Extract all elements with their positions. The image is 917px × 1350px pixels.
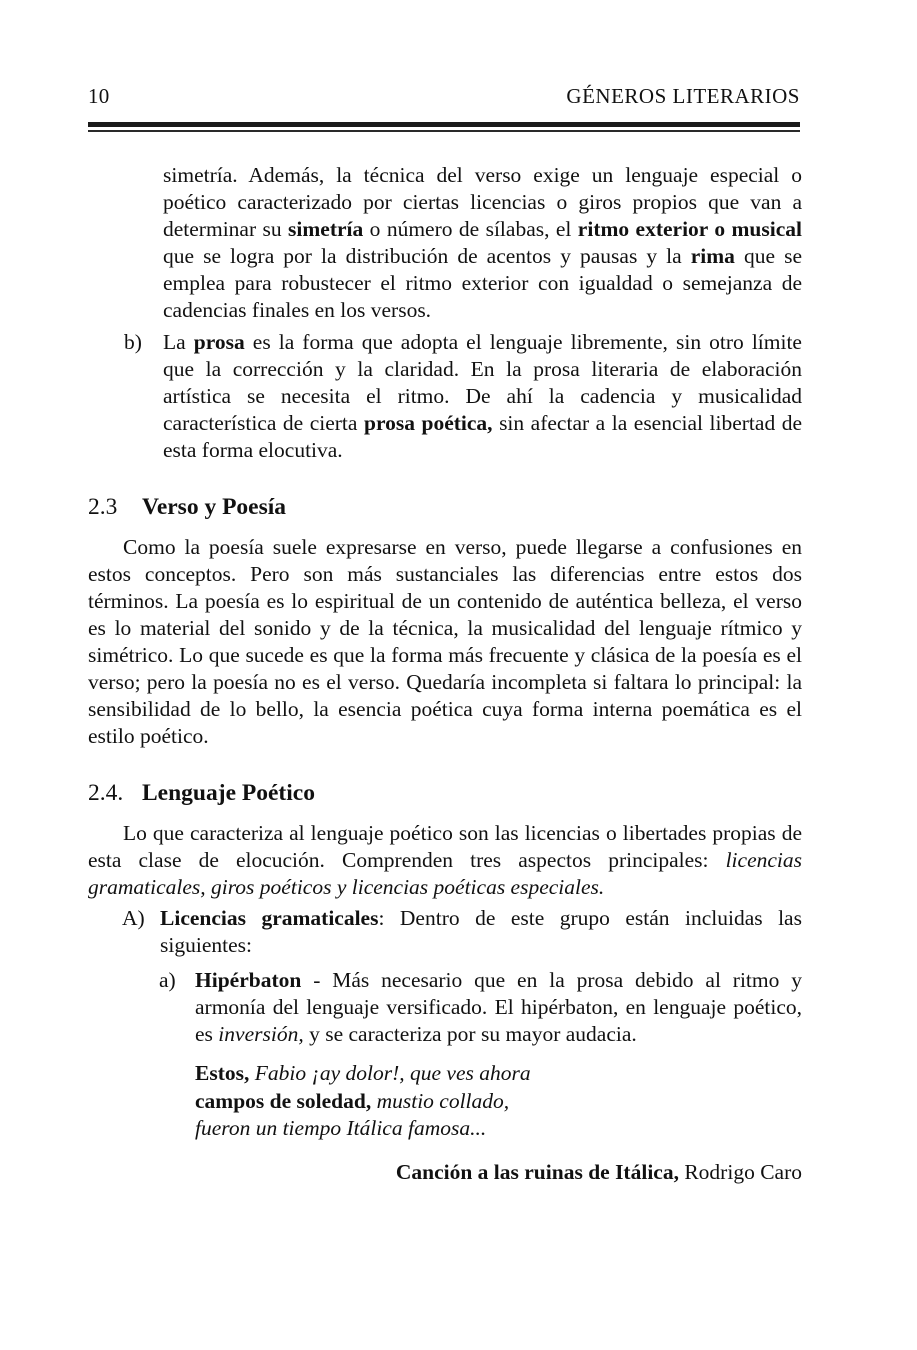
section-number: 2.3	[88, 494, 118, 520]
list-item-a-text: Hipérbaton - Más necesario que en la prosa debido al ritmo y armonía del lenguaje versificado. El hipérbaton, en lenguaje poético, es inversión, y se caracteriza por su mayor audacia.	[195, 968, 802, 1046]
poem-line-1: Estos, Fabio ¡ay dolor!, que ves ahora	[195, 1061, 531, 1085]
list-marker-a: a)	[159, 968, 176, 992]
citation-author: Rodrigo Caro	[678, 1159, 802, 1184]
page-header	[88, 84, 800, 116]
term-ritmo-exterior: ritmo exterior o musical	[577, 217, 802, 241]
poem-excerpt	[195, 1060, 802, 1143]
list-marker-b: b)	[124, 330, 142, 354]
list-item-a	[88, 967, 802, 1048]
running-head: GÉNEROS LITERARIOS	[566, 84, 800, 108]
list-marker-A: A)	[122, 906, 145, 930]
page-content	[88, 162, 802, 1186]
section-heading-2-4	[88, 778, 802, 808]
poem-citation	[88, 1159, 802, 1186]
term-inversion: inversión,	[218, 1022, 304, 1046]
term-rima: rima	[690, 244, 735, 268]
section-2-4-paragraph: Lo que caracteriza al lenguaje poético son las licencias o libertades propias de esta clase de elocución. Comprenden tres aspectos principales: licencias gramaticales, giros poéticos y licencias poéticas especiales.	[88, 821, 802, 899]
term-licencias-gramaticales: Licencias gramaticales	[160, 906, 379, 930]
section-title: Verso y Poesía	[142, 494, 287, 520]
section-2-3-paragraph: Como la poesía suele expresarse en verso, puede llegarse a confusiones en estos conceptos. Pero son más sustanciales las diferencias entre estos dos términos. La poesía es lo espiritual de un contenido de auténtica belleza, el verso es lo material del sonido y de la técnica, la musicalidad del lenguaje rítmico y simétrico. Lo que sucede es que la forma más frecuente y clásica de la poesía es el verso; pero la poesía no es el verso. Quedaría incompleta si faltara lo principal: la sensibilidad de lo bello, la esencia poética cuya forma interna poemática es el estilo poético.	[88, 535, 802, 748]
list-item-b	[88, 329, 802, 464]
header-rule-thick	[88, 122, 800, 127]
continuation-paragraph: simetría. Además, la técnica del verso exige un lenguaje especial o poético caracterizado por ciertas licencias o giros propios que van a determinar su simetría o número de sílabas, el ritmo exterior o musical que se logra por la distribución de acentos y pausas y la rima que se emplea para robustecer el ritmo exterior con igualdad o semejanza de cadencias finales en los versos.	[163, 163, 802, 322]
term-prosa: prosa	[193, 330, 245, 354]
poem-line-2: campos de soledad, mustio collado,	[195, 1088, 510, 1113]
section-number: 2.4.	[88, 780, 124, 806]
term-prosa-poetica: prosa poética,	[363, 411, 493, 435]
section-title: Lenguaje Poético	[142, 780, 315, 806]
section-heading-2-3	[88, 492, 802, 522]
list-item-A	[88, 905, 802, 959]
term-simetria: simetría	[288, 217, 364, 241]
list-item-b-text: La prosa es la forma que adopta el lenguaje libremente, sin otro límite que la corrección y la claridad. En la prosa literaria de elaboración artística se necesita el ritmo. De ahí la cadencia y musicalidad característica de cierta prosa poética, sin afectar a la esencial libertad de esta forma elocutiva.	[163, 330, 803, 462]
term-hiperbaton: Hipérbaton	[195, 968, 302, 992]
page-number: 10	[88, 84, 110, 108]
list-item-A-text: Licencias gramaticales: Dentro de este grupo están incluidas las siguientes:	[160, 906, 802, 957]
poem-line-3: fueron un tiempo Itálica famosa...	[195, 1116, 487, 1140]
header-rule-thin	[88, 130, 800, 132]
aspects-list: licencias gramaticales, giros poéticos y licencias poéticas especiales.	[88, 848, 802, 899]
citation-title: Canción a las ruinas de Itálica,	[395, 1159, 679, 1184]
